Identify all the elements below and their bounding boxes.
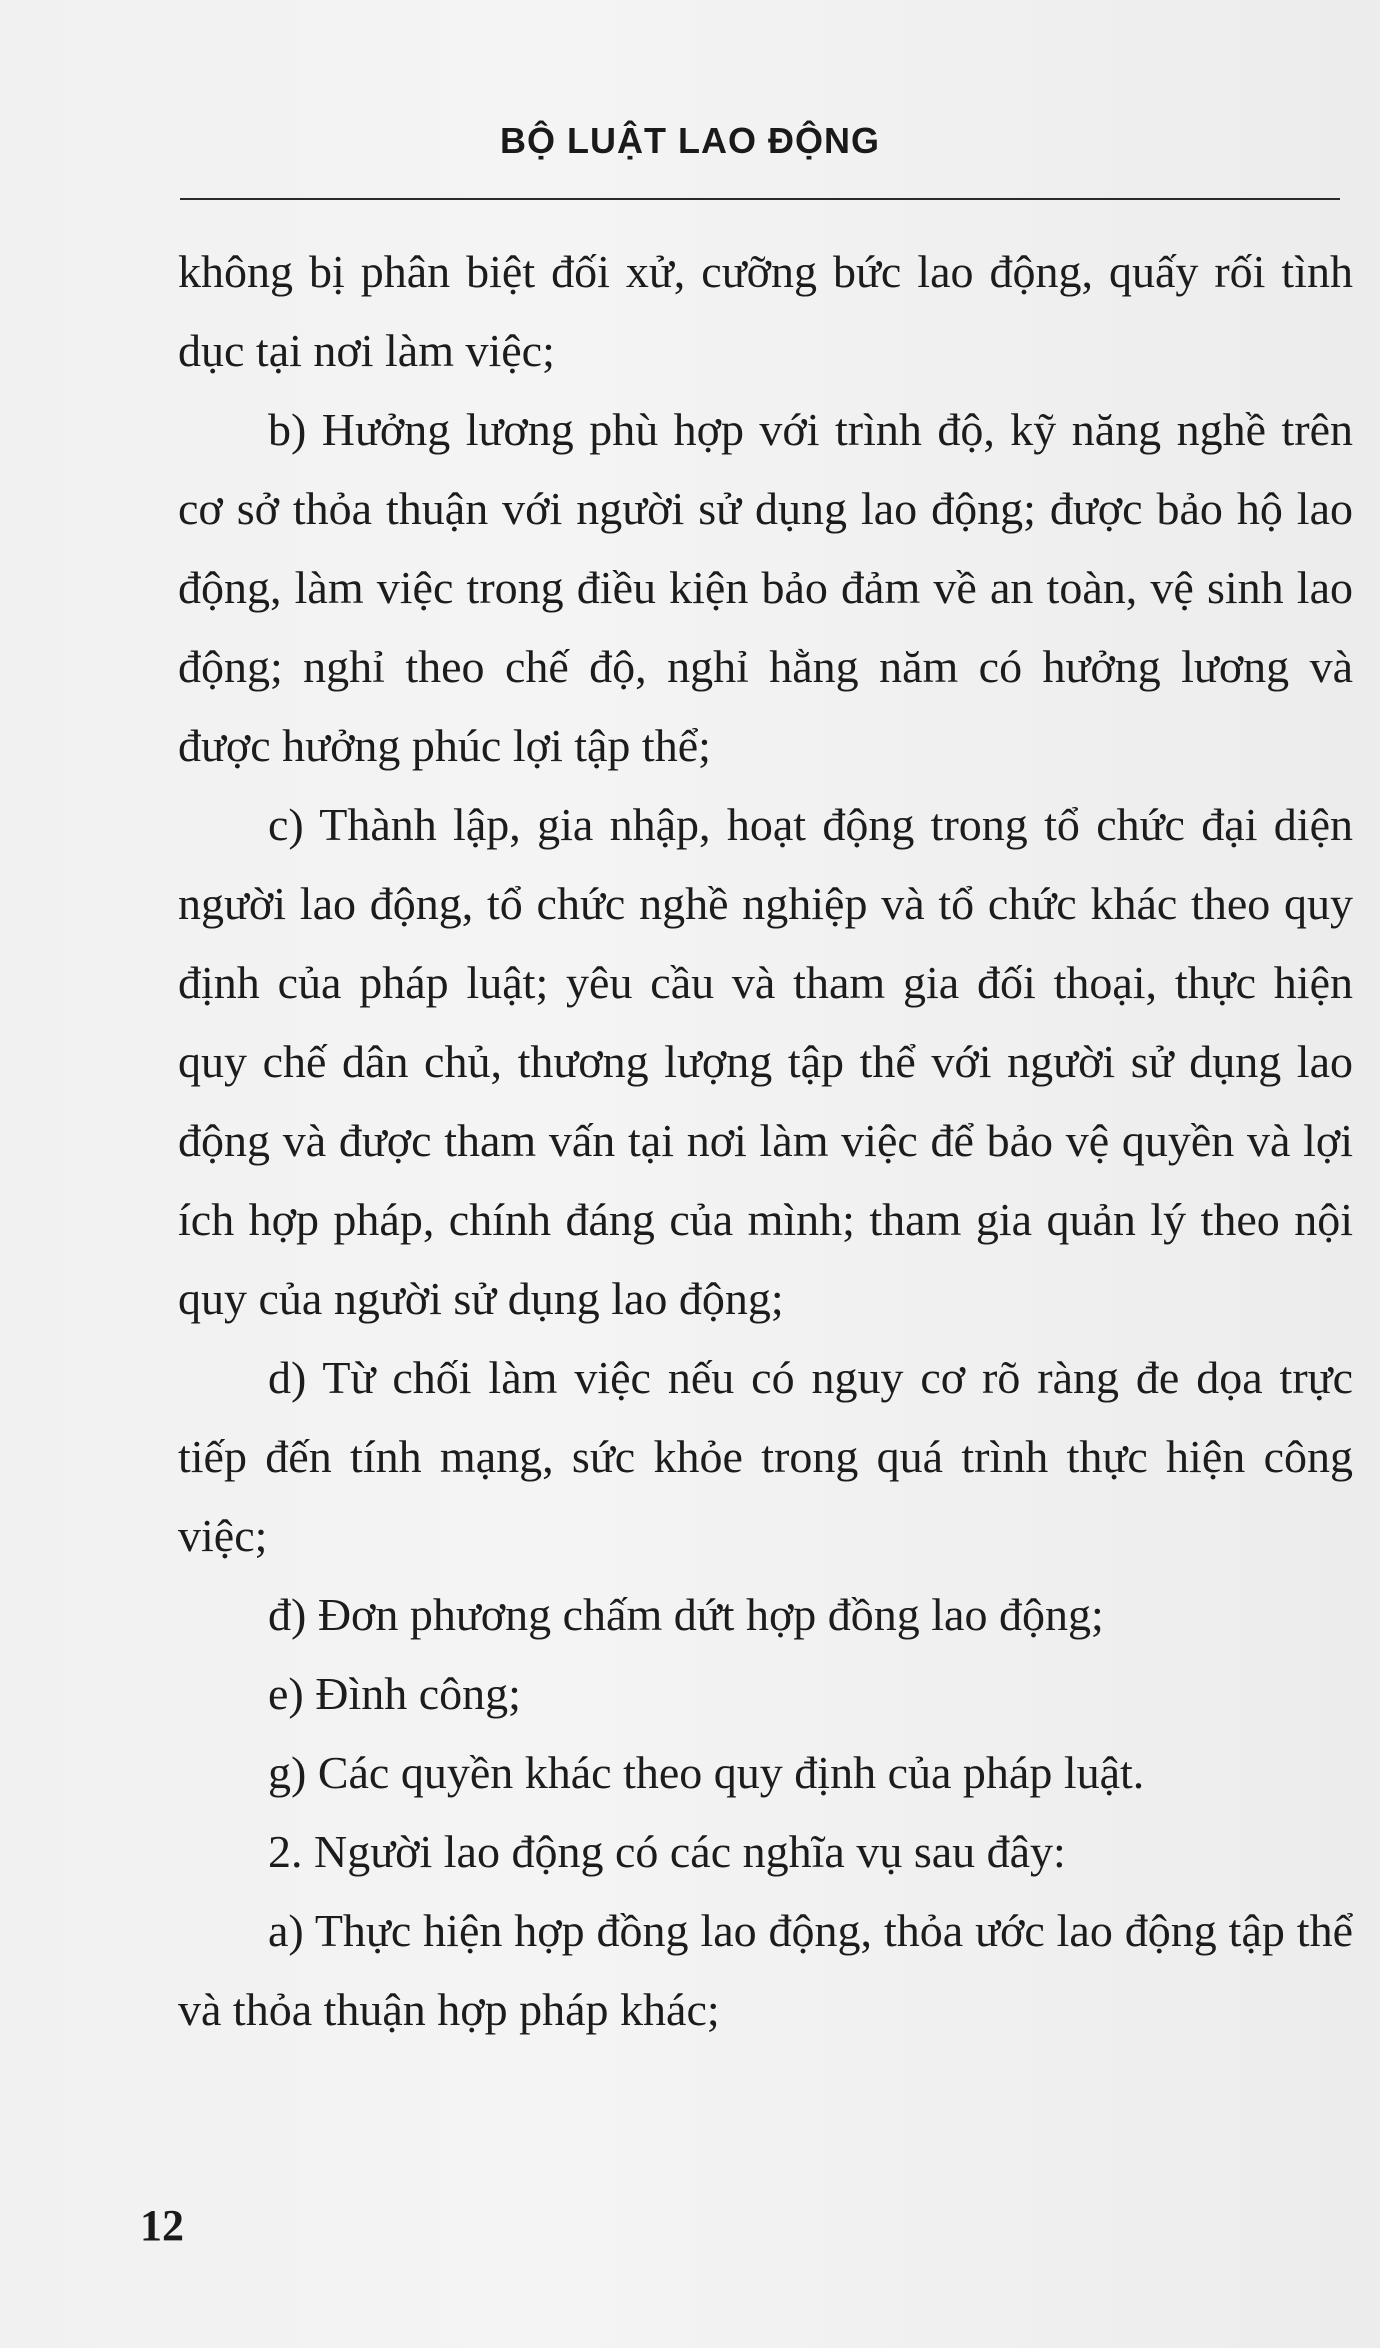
paragraph-item-dd: đ) Đơn phương chấm dứt hợp đồng lao động; bbox=[268, 1589, 1104, 1640]
paragraph-item-g: g) Các quyền khác theo quy định của pháp luật. bbox=[268, 1747, 1145, 1798]
paragraph-clause-2: 2. Người lao động có các nghĩa vụ sau đây: bbox=[268, 1826, 1066, 1877]
page-number: 12 bbox=[140, 2201, 184, 2250]
body-text bbox=[178, 232, 1353, 2049]
paragraph-item-e: e) Đình công; bbox=[268, 1668, 521, 1719]
header-rule bbox=[180, 198, 1340, 200]
running-head: BỘ LUẬT LAO ĐỘNG bbox=[500, 120, 880, 161]
paragraph-item-b: b) Hưởng lương phù hợp với trình độ, kỹ năng nghề trên cơ sở thỏa thuận với người sử dụng lao động; được bảo hộ lao động, làm việc trong điều kiện bảo đảm về an toàn, vệ sinh lao động; nghỉ theo chế độ, nghỉ hằng năm có hưởng lương và được hưởng phúc lợi tập thể; bbox=[178, 404, 1353, 771]
paragraph-item-d: d) Từ chối làm việc nếu có nguy cơ rõ ràng đe dọa trực tiếp đến tính mạng, sức khỏe trong quá trình thực hiện công việc; bbox=[178, 1352, 1353, 1561]
paragraph-continuation: không bị phân biệt đối xử, cưỡng bức lao động, quấy rối tình dục tại nơi làm việc; bbox=[178, 246, 1353, 376]
paragraph-item-a: a) Thực hiện hợp đồng lao động, thỏa ước lao động tập thể và thỏa thuận hợp pháp khác; bbox=[178, 1905, 1353, 2035]
paragraph-item-c: c) Thành lập, gia nhập, hoạt động trong tổ chức đại diện người lao động, tổ chức nghề nghiệp và tổ chức khác theo quy định của pháp luật; yêu cầu và tham gia đối thoại, thực hiện quy chế dân chủ, thương lượng tập thể với người sử dụng lao động và được tham vấn tại nơi làm việc để bảo vệ quyền và lợi ích hợp pháp, chính đáng của mình; tham gia quản lý theo nội quy của người sử dụng lao động; bbox=[178, 799, 1353, 1324]
